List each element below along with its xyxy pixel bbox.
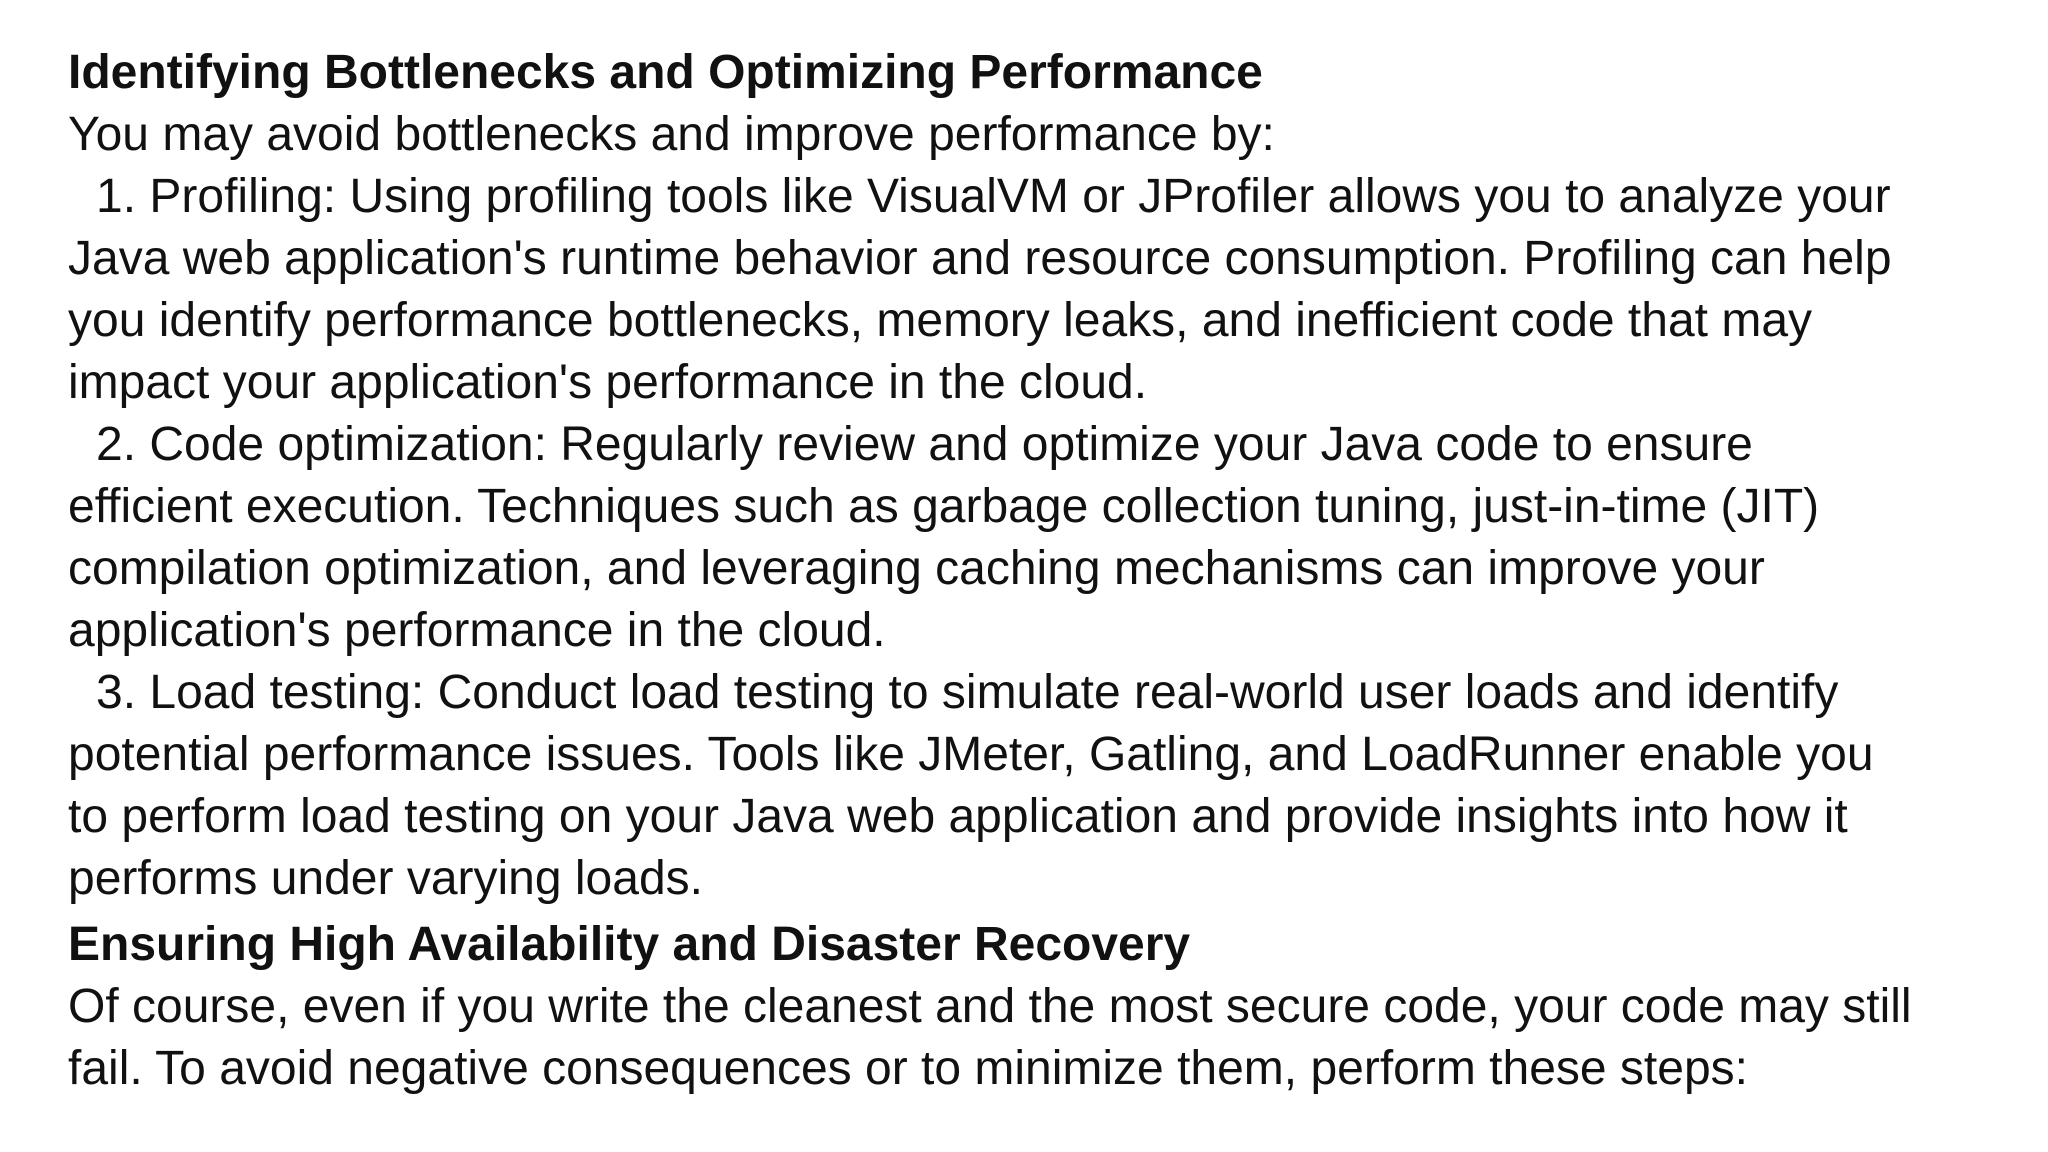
list-item-line: you identify performance bottlenecks, memory leaks, and inefficient code that may bbox=[68, 294, 1813, 347]
list-item-line: efficient execution. Techniques such as garbage collection tuning, just-in-time (JIT) bbox=[68, 480, 1820, 533]
list-item-profiling bbox=[68, 166, 2048, 414]
list-item-line: potential performance issues. Tools like JMeter, Gatling, and LoadRunner enable you bbox=[68, 728, 1874, 781]
list-item-line: to perform load testing on your Java web application and provide insights into how it bbox=[68, 790, 1848, 843]
list-item-line: 3. Load testing: Conduct load testing to simulate real-world user loads and identify bbox=[96, 666, 1839, 719]
paragraph-line: fail. To avoid negative consequences or to minimize them, perform these steps: bbox=[68, 1042, 1748, 1095]
document-page bbox=[68, 42, 2048, 1100]
list-item-line: Java web application's runtime behavior and resource consumption. Profiling can help bbox=[68, 232, 1892, 285]
section-intro: You may avoid bottlenecks and improve performance by: bbox=[68, 108, 1275, 161]
list-item-line: impact your application's performance in the cloud. bbox=[68, 356, 1148, 409]
list-item-line: performs under varying loads. bbox=[68, 852, 703, 905]
list-item-line: application's performance in the cloud. bbox=[68, 604, 886, 657]
list-item-code-optimization bbox=[68, 414, 2048, 662]
list-item-load-testing bbox=[68, 662, 2048, 910]
paragraph-line: Of course, even if you write the cleanest and the most secure code, your code may still bbox=[68, 980, 1912, 1033]
section-heading-bottlenecks: Identifying Bottlenecks and Optimizing Performance bbox=[68, 46, 1263, 99]
section-heading-availability: Ensuring High Availability and Disaster Recovery bbox=[68, 918, 1191, 971]
list-item-line: compilation optimization, and leveraging caching mechanisms can improve your bbox=[68, 542, 1765, 595]
list-item-line: 2. Code optimization: Regularly review and optimize your Java code to ensure bbox=[96, 418, 1753, 471]
list-item-line: 1. Profiling: Using profiling tools like VisualVM or JProfiler allows you to analyze your bbox=[96, 170, 1891, 223]
